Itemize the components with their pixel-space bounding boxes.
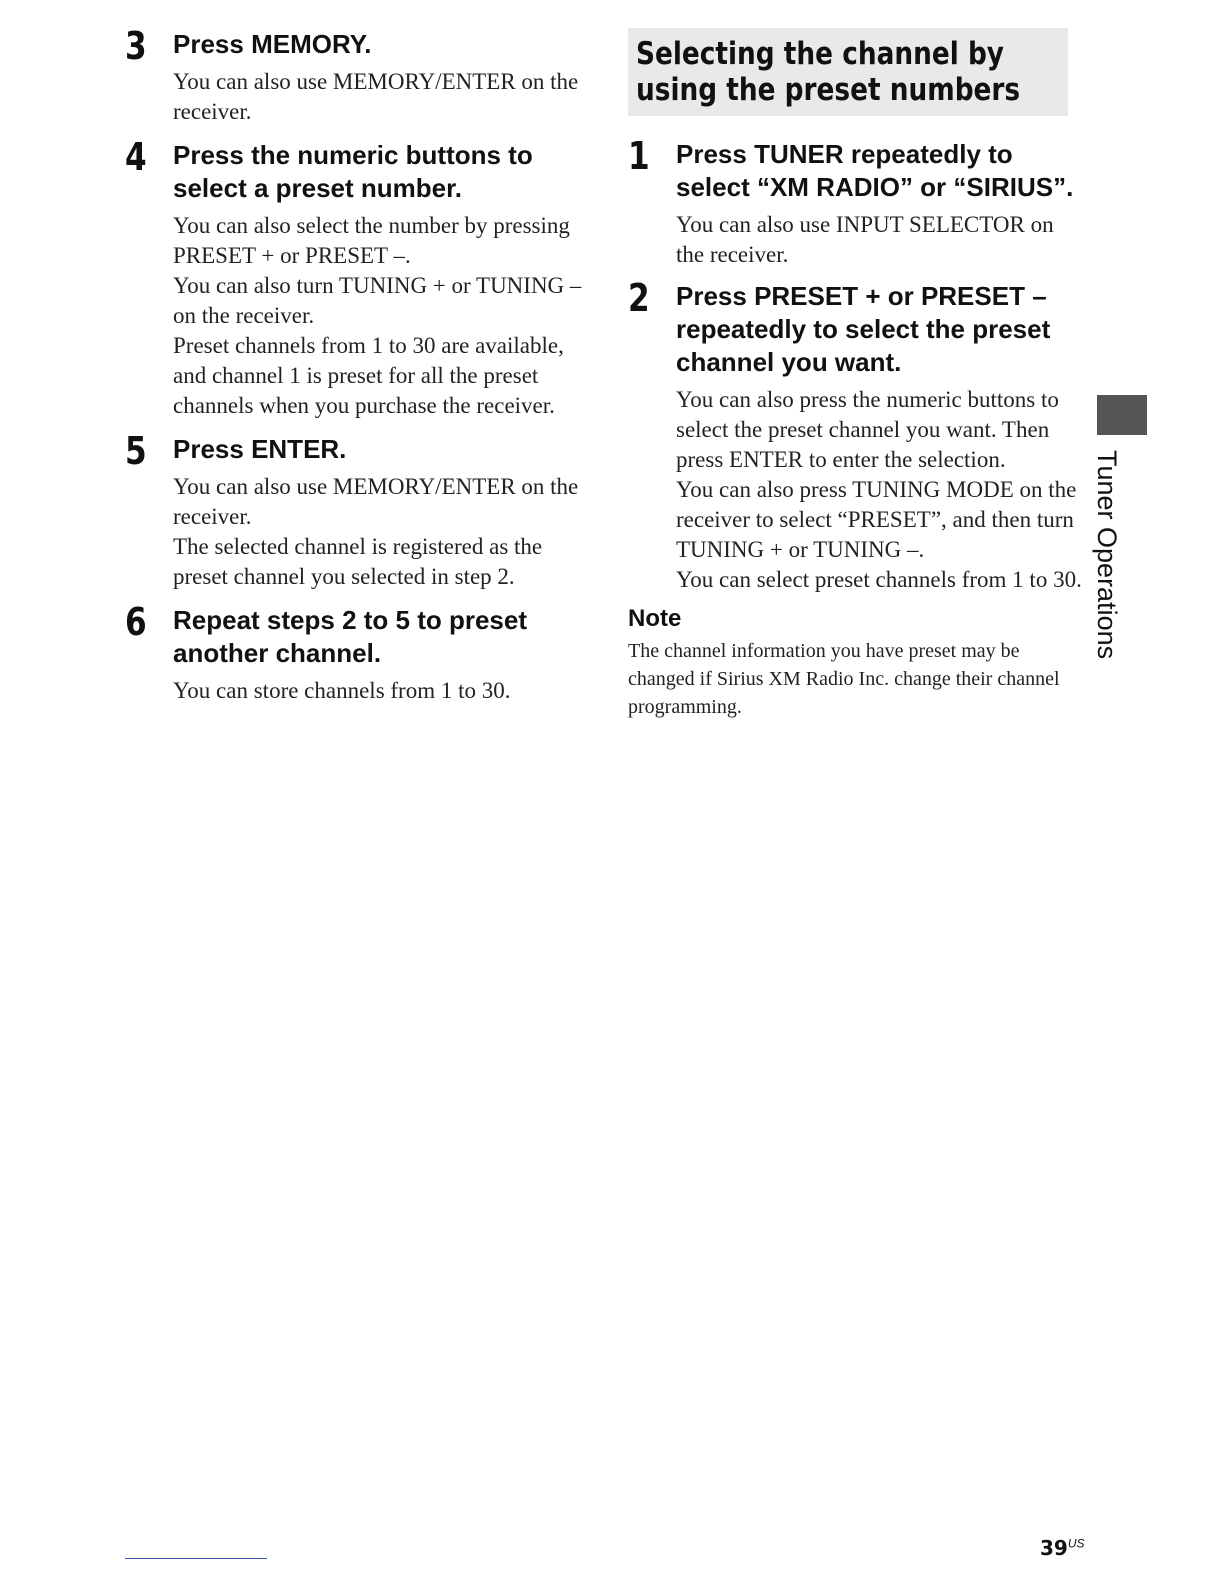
step-text: You can also select the number by pressing PRESET + or PRESET –.: [173, 213, 570, 268]
step-text: You can also press TUNING MODE on the receiver to select “PRESET”, and then turn TUNING + or TUNING –.: [676, 477, 1077, 562]
note-text: The channel information you have preset may be changed if Sirius XM Radio Inc. change their channel programming.: [628, 640, 1060, 718]
page-number-value: 39: [1040, 1536, 1068, 1560]
section-title: Selecting the channel by using the preset numbers: [636, 36, 1021, 108]
step-title: Press MEMORY.: [173, 29, 372, 59]
page-suffix: US: [1067, 1536, 1085, 1551]
section-heading: [628, 28, 1068, 116]
step-body: [173, 67, 595, 127]
step-title: Press TUNER repeatedly to select “XM RADIO” or “SIRIUS”.: [676, 139, 1074, 202]
step-number: 5: [125, 429, 147, 473]
step-5: [125, 429, 595, 592]
step-6: [125, 600, 595, 706]
step-2: [628, 276, 1083, 595]
step-text: You can store channels from 1 to 30.: [173, 678, 511, 703]
right-column: [628, 28, 1083, 721]
step-number: 6: [125, 600, 147, 644]
step-title: Repeat steps 2 to 5 to preset another channel.: [173, 605, 527, 668]
footer-rule: [125, 1558, 267, 1559]
note-title: Note: [628, 605, 682, 632]
step-text: Preset channels from 1 to 30 are available, and channel 1 is preset for all the preset channels when you purchase the receiver.: [173, 333, 564, 418]
step-number: 1: [628, 134, 650, 178]
section-tab-marker: [1097, 395, 1147, 435]
step-title: Press PRESET + or PRESET – repeatedly to select the preset channel you want.: [676, 281, 1051, 377]
step-title: Press the numeric buttons to select a preset number.: [173, 140, 533, 203]
side-section-label: Tuner Operations: [1092, 450, 1122, 660]
step-body: [173, 472, 595, 592]
step-body: [676, 210, 1083, 270]
step-number: 4: [125, 135, 147, 179]
step-title: Press ENTER.: [173, 434, 347, 464]
step-number: 2: [628, 276, 650, 320]
step-text: You can also use INPUT SELECTOR on the receiver.: [676, 212, 1054, 267]
step-text: You can select preset channels from 1 to 30.: [676, 567, 1082, 592]
step-body: [173, 676, 595, 706]
step-text: You can also use MEMORY/ENTER on the receiver.: [173, 474, 579, 529]
step-body: [676, 385, 1083, 595]
left-column: [125, 24, 595, 718]
page-number: [1040, 1536, 1085, 1560]
step-number: 3: [125, 24, 147, 68]
step-text: You can also use MEMORY/ENTER on the receiver.: [173, 69, 579, 124]
step-1: [628, 134, 1083, 270]
step-text: You can also turn TUNING + or TUNING – on the receiver.: [173, 273, 582, 328]
note: [628, 605, 1083, 721]
step-text: You can also press the numeric buttons to select the preset channel you want. Then press ENTER to enter the selection.: [676, 387, 1059, 472]
step-text: The selected channel is registered as the preset channel you selected in step 2.: [173, 534, 543, 589]
step-3: [125, 24, 595, 127]
step-body: [173, 211, 595, 421]
step-4: [125, 135, 595, 421]
